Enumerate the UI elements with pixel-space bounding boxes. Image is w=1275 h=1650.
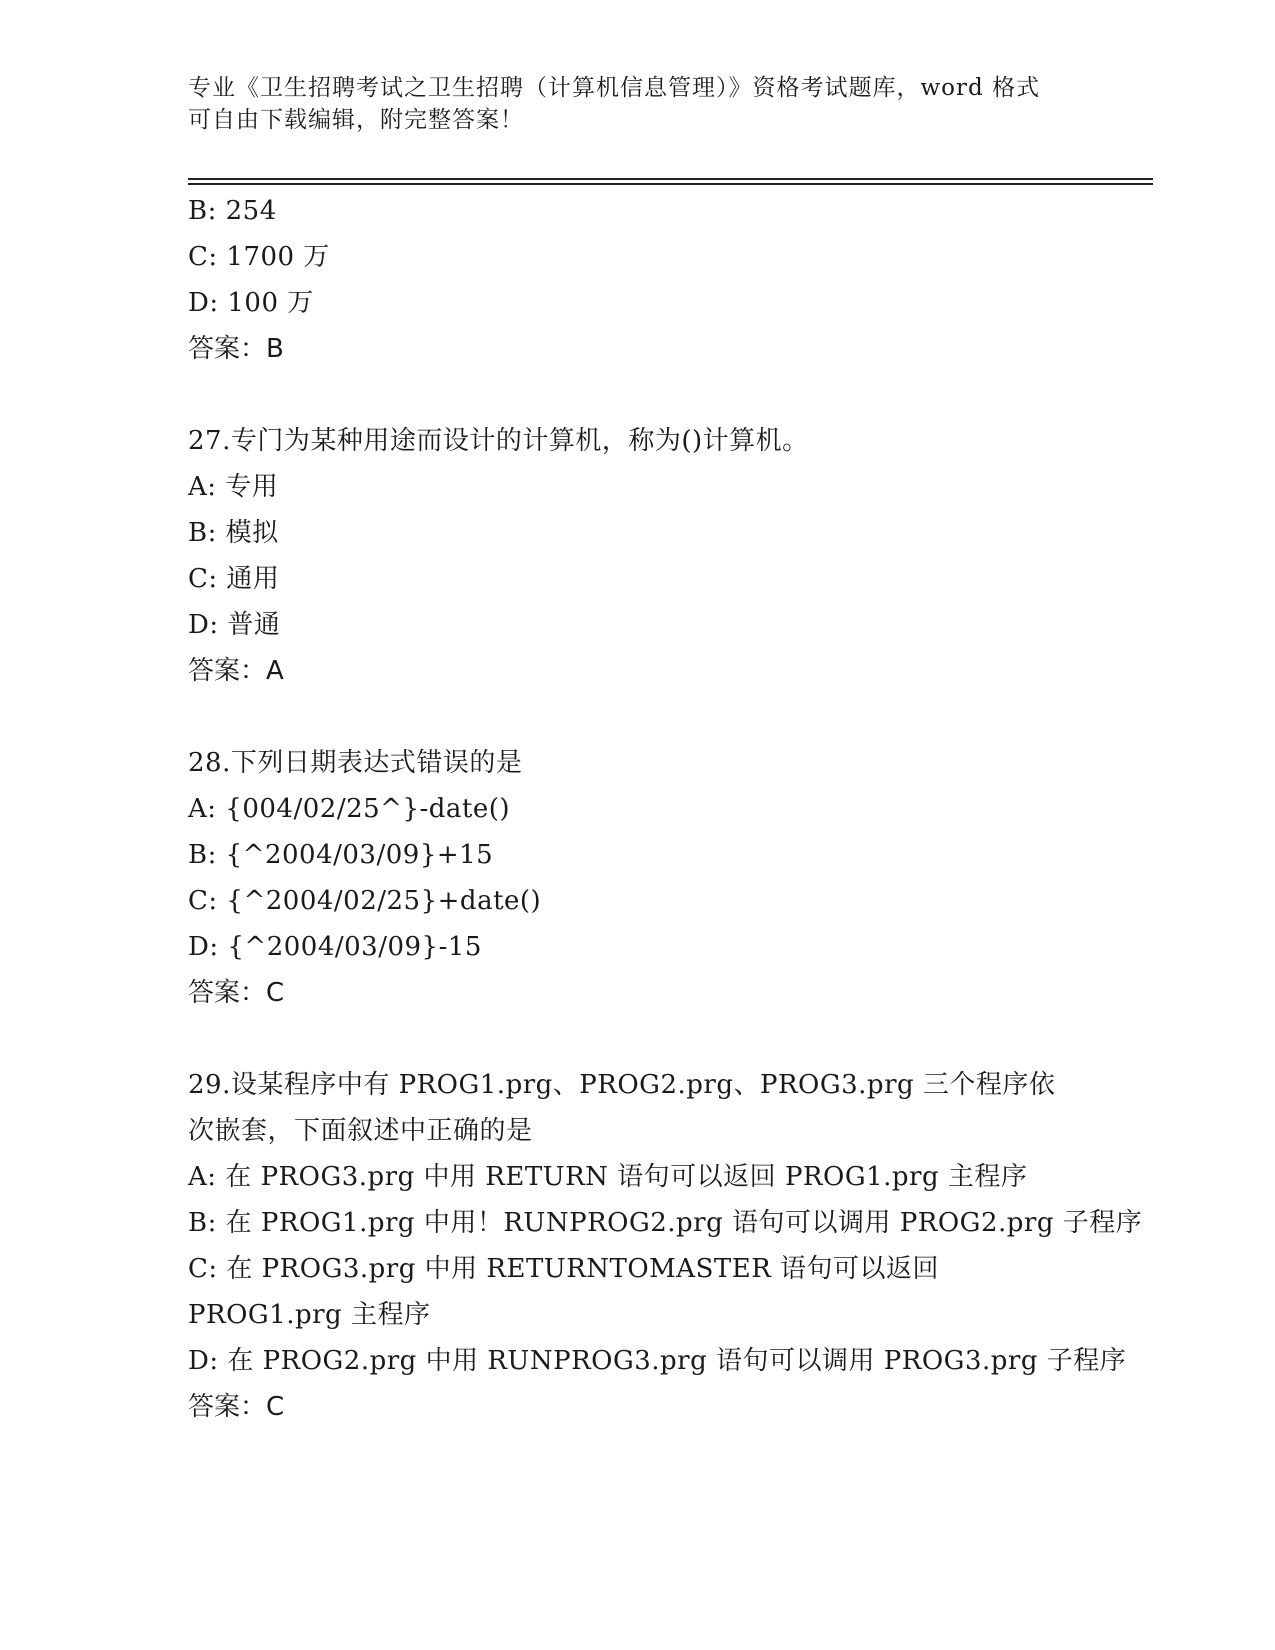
header-divider-top	[188, 178, 1153, 180]
option-d: D: 100 万	[188, 288, 314, 318]
question-text: 29.设某程序中有 PROG1.prg、PROG2.prg、PROG3.prg 三个程序依次嵌套，下面叙述中正确的是	[188, 1070, 1056, 1146]
option-b: B: 模拟	[188, 518, 279, 548]
question-text: 27.专门为某种用途而设计的计算机，称为()计算机。	[188, 426, 809, 456]
spacer	[188, 372, 1148, 418]
option-d: D: 在 PROG2.prg 中用 RUNPROG3.prg 语句可以调用 PROG3.prg 子程序	[188, 1346, 1127, 1376]
document-header	[188, 72, 1068, 136]
option-b: B: 254	[188, 196, 277, 226]
option-a: A: 专用	[188, 472, 279, 502]
spacer	[188, 694, 1148, 740]
option-a: A: {004/02/25^}-date()	[188, 794, 511, 824]
header-line-2: 可自由下载编辑，附完整答案！	[188, 107, 524, 133]
answer: 答案：A	[188, 656, 284, 686]
option-c: C: {^2004/02/25}+date()	[188, 886, 542, 916]
answer: 答案：C	[188, 978, 285, 1008]
option-d: D: {^2004/03/09}-15	[188, 932, 482, 962]
question-text: 28.下列日期表达式错误的是	[188, 748, 523, 778]
question-28	[188, 740, 1148, 1016]
header-divider-bottom	[188, 183, 1153, 185]
answer: 答案：B	[188, 334, 284, 364]
option-c: C: 通用	[188, 564, 280, 594]
answer: 答案：C	[188, 1392, 285, 1422]
option-c: C: 在 PROG3.prg 中用 RETURNTOMASTER 语句可以返回 PROG1.prg 主程序	[188, 1254, 940, 1330]
header-line-1: 专业《卫生招聘考试之卫生招聘（计算机信息管理）》资格考试题库，word 格式	[188, 75, 1041, 101]
option-b: B: {^2004/03/09}+15	[188, 840, 494, 870]
question-list	[188, 188, 1148, 1430]
question-27	[188, 418, 1148, 694]
option-a: A: 在 PROG3.prg 中用 RETURN 语句可以返回 PROG1.prg 主程序	[188, 1162, 1028, 1192]
question-26-fragment	[188, 188, 1148, 372]
option-d: D: 普通	[188, 610, 281, 640]
option-c: C: 1700 万	[188, 242, 330, 272]
spacer	[188, 1016, 1148, 1062]
question-29	[188, 1062, 1148, 1430]
option-b: B: 在 PROG1.prg 中用！RUNPROG2.prg 语句可以调用 PROG2.prg 子程序	[188, 1208, 1143, 1238]
